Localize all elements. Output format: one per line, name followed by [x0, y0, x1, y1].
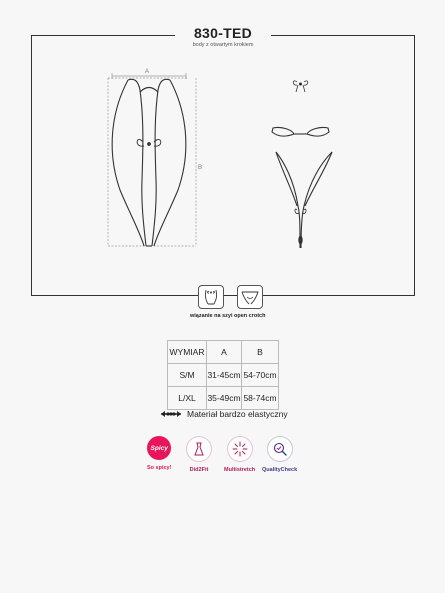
badge-multistretch [224, 436, 255, 473]
back-view-garment [272, 81, 332, 248]
front-view-garment [112, 79, 186, 246]
spicy-icon [147, 436, 171, 460]
feature-label: open crotch [234, 313, 266, 319]
feature-label: wiązanie na szyi [190, 313, 233, 319]
badge-did2fit [186, 436, 212, 473]
table-cell: S/M [168, 364, 207, 387]
badge-label: QualityCheck [262, 467, 298, 473]
badge-qualitycheck [262, 436, 297, 473]
feature-open-crotch [234, 285, 265, 319]
technical-drawing [31, 35, 415, 296]
table-row [168, 387, 279, 410]
stretch-arrows-icon [160, 410, 182, 418]
dress-icon [186, 436, 212, 462]
badge-label: So spicy! [147, 465, 172, 471]
table-row [168, 364, 279, 387]
badge-label: Multistretch [224, 467, 256, 473]
neck-tie-icon [198, 285, 224, 309]
material-text: Materiał bardzo elastyczny [187, 409, 288, 419]
table-cell: 35-49cm [207, 387, 242, 410]
table-header-cell: WYMIAR [168, 341, 207, 364]
badge-label: Did2Fit [189, 467, 209, 473]
dimension-lines [108, 78, 196, 246]
product-subtitle: body z otwartym krokiem [192, 42, 254, 48]
table-cell: 58-74cm [242, 387, 279, 410]
material-note [160, 409, 288, 419]
table-header-cell: A [207, 341, 242, 364]
badge-spicy [147, 436, 171, 471]
magnifier-check-icon [267, 436, 293, 462]
open-crotch-icon [237, 285, 263, 309]
table-header-cell: B [242, 341, 279, 364]
size-table [167, 340, 279, 410]
product-code: 830-TED [193, 25, 253, 41]
table-header-row [168, 341, 279, 364]
burst-icon [227, 436, 253, 462]
dimension-a-label: A [144, 69, 150, 75]
table-cell: 54-70cm [242, 364, 279, 387]
table-cell: L/XL [168, 387, 207, 410]
dimension-b-label: B [197, 165, 203, 171]
feature-neck-tie [190, 285, 233, 319]
spicy-icon-text: Spicy [150, 444, 168, 452]
table-cell: 31-45cm [207, 364, 242, 387]
